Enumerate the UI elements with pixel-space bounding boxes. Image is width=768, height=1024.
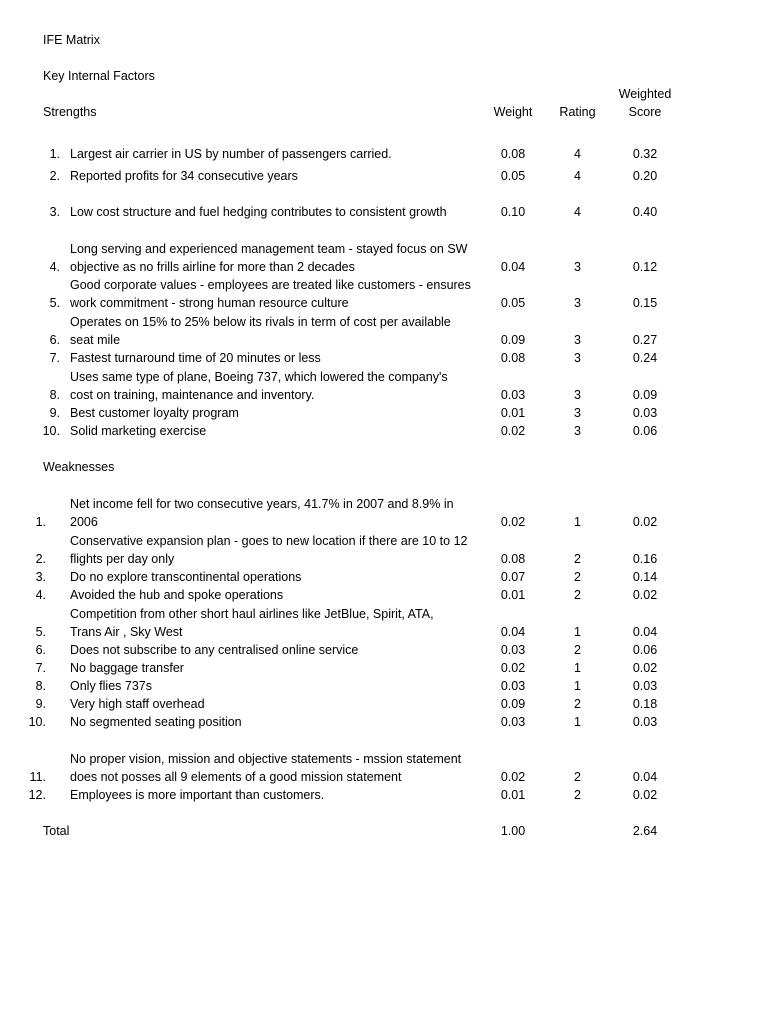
weakness-score: 0.03 xyxy=(632,679,658,693)
weakness-number: 6. xyxy=(35,643,46,657)
weakness-rating: 1 xyxy=(574,661,581,675)
weakness-factor-text: No segmented seating position xyxy=(70,715,242,729)
weakness-score: 0.02 xyxy=(632,788,658,802)
weakness-factor-text: Does not subscribe to any centralised online service xyxy=(70,643,359,657)
strength-score: 0.27 xyxy=(632,333,658,347)
strength-factor-text: work commitment - strong human resource culture xyxy=(70,296,349,310)
weakness-factor-text: Competition from other short haul airlines like JetBlue, Spirit, ATA, xyxy=(70,607,434,621)
weakness-weight: 0.03 xyxy=(500,679,526,693)
weakness-score: 0.16 xyxy=(632,552,658,566)
weakness-number: 2. xyxy=(35,552,46,566)
strength-score: 0.32 xyxy=(632,147,658,161)
strength-score: 0.15 xyxy=(632,296,658,310)
strength-number: 7. xyxy=(49,351,60,365)
column-header-weight: Weight xyxy=(493,105,533,119)
weakness-factor-text: Trans Air , Sky West xyxy=(70,625,183,639)
strength-number: 5. xyxy=(49,296,60,310)
weakness-rating: 1 xyxy=(574,625,581,639)
strength-weight: 0.05 xyxy=(500,169,526,183)
weakness-score: 0.02 xyxy=(632,661,658,675)
weakness-number: 9. xyxy=(35,697,46,711)
weakness-number: 3. xyxy=(35,570,46,584)
weakness-rating: 2 xyxy=(574,552,581,566)
weakness-weight: 0.03 xyxy=(500,643,526,657)
strength-rating: 3 xyxy=(574,260,581,274)
strength-factor-text: Best customer loyalty program xyxy=(70,406,239,420)
strength-score: 0.06 xyxy=(632,424,658,438)
weakness-factor-text: Very high staff overhead xyxy=(70,697,205,711)
weakness-weight: 0.07 xyxy=(500,570,526,584)
total-score: 2.64 xyxy=(632,824,658,838)
strength-score: 0.09 xyxy=(632,388,658,402)
strength-rating: 4 xyxy=(574,169,581,183)
strength-number: 10. xyxy=(42,424,60,438)
weakness-number: 8. xyxy=(35,679,46,693)
strength-factor-text: Good corporate values - employees are treated like customers - ensures xyxy=(70,278,471,292)
weakness-factor-text: Only flies 737s xyxy=(70,679,152,693)
strength-rating: 3 xyxy=(574,388,581,402)
strength-weight: 0.01 xyxy=(500,406,526,420)
weakness-weight: 0.08 xyxy=(500,552,526,566)
weakness-score: 0.18 xyxy=(632,697,658,711)
strength-weight: 0.02 xyxy=(500,424,526,438)
strength-factor-text: Uses same type of plane, Boeing 737, which lowered the company's xyxy=(70,370,448,384)
strength-weight: 0.09 xyxy=(500,333,526,347)
weakness-factor-text: Employees is more important than customers. xyxy=(70,788,325,802)
weakness-factor-text: does not posses all 9 elements of a good mission statement xyxy=(70,770,402,784)
weakness-weight: 0.02 xyxy=(500,770,526,784)
strength-factor-text: Long serving and experienced management team - stayed focus on SW xyxy=(70,242,468,256)
strength-score: 0.03 xyxy=(632,406,658,420)
weakness-rating: 2 xyxy=(574,643,581,657)
strength-weight: 0.03 xyxy=(500,388,526,402)
strength-number: 3. xyxy=(49,205,60,219)
weaknesses-heading: Weaknesses xyxy=(43,460,115,474)
strength-number: 4. xyxy=(49,260,60,274)
weakness-score: 0.03 xyxy=(632,715,658,729)
weakness-factor-text: 2006 xyxy=(70,515,98,529)
weakness-number: 4. xyxy=(35,588,46,602)
strength-weight: 0.04 xyxy=(500,260,526,274)
weakness-weight: 0.03 xyxy=(500,715,526,729)
weakness-number: 11. xyxy=(29,770,46,784)
weakness-number: 5. xyxy=(35,625,46,639)
strength-weight: 0.08 xyxy=(500,147,526,161)
weakness-factor-text: flights per day only xyxy=(70,552,175,566)
weakness-rating: 2 xyxy=(574,588,581,602)
strength-rating: 3 xyxy=(574,351,581,365)
strength-factor-text: Low cost structure and fuel hedging contributes to consistent growth xyxy=(70,205,447,219)
weakness-rating: 2 xyxy=(574,770,581,784)
strength-weight: 0.05 xyxy=(500,296,526,310)
weakness-weight: 0.04 xyxy=(500,625,526,639)
strength-factor-text: Operates on 15% to 25% below its rivals in term of cost per available xyxy=(70,315,451,329)
weakness-number: 10. xyxy=(28,715,46,729)
strength-factor-text: objective as no frills airline for more than 2 decades xyxy=(70,260,355,274)
strength-score: 0.40 xyxy=(632,205,658,219)
strength-score: 0.20 xyxy=(632,169,658,183)
weakness-weight: 0.01 xyxy=(500,588,526,602)
strength-score: 0.12 xyxy=(632,260,658,274)
column-header-weighted: Weighted xyxy=(618,87,672,101)
weakness-factor-text: Avoided the hub and spoke operations xyxy=(70,588,284,602)
strength-number: 6. xyxy=(49,333,60,347)
total-weight: 1.00 xyxy=(500,824,526,838)
strength-score: 0.24 xyxy=(632,351,658,365)
strength-rating: 4 xyxy=(574,147,581,161)
weakness-score: 0.14 xyxy=(632,570,658,584)
strength-rating: 3 xyxy=(574,406,581,420)
strength-rating: 4 xyxy=(574,205,581,219)
weakness-factor-text: No proper vision, mission and objective statements - mssion statement xyxy=(70,752,462,766)
weakness-rating: 2 xyxy=(574,788,581,802)
strength-weight: 0.10 xyxy=(500,205,526,219)
column-header-score: Score xyxy=(628,105,662,119)
total-label: Total xyxy=(43,824,70,838)
strength-rating: 3 xyxy=(574,424,581,438)
strength-factor-text: cost on training, maintenance and inventory. xyxy=(70,388,315,402)
weakness-score: 0.04 xyxy=(632,625,658,639)
weakness-weight: 0.09 xyxy=(500,697,526,711)
weakness-number: 7. xyxy=(35,661,46,675)
strengths-heading: Strengths xyxy=(43,105,97,119)
weakness-score: 0.02 xyxy=(632,515,658,529)
weakness-factor-text: Net income fell for two consecutive years, 41.7% in 2007 and 8.9% in xyxy=(70,497,454,511)
strength-factor-text: Reported profits for 34 consecutive years xyxy=(70,169,298,183)
weakness-score: 0.02 xyxy=(632,588,658,602)
strength-number: 1. xyxy=(49,147,60,161)
strength-rating: 3 xyxy=(574,296,581,310)
strength-factor-text: Solid marketing exercise xyxy=(70,424,207,438)
weakness-score: 0.04 xyxy=(632,770,658,784)
weakness-number: 1. xyxy=(35,515,46,529)
strength-number: 2. xyxy=(49,169,60,183)
strength-number: 9. xyxy=(49,406,60,420)
section-subtitle: Key Internal Factors xyxy=(43,69,155,83)
weakness-rating: 1 xyxy=(574,715,581,729)
weakness-factor-text: No baggage transfer xyxy=(70,661,184,675)
document-title: IFE Matrix xyxy=(43,33,100,47)
strength-factor-text: Fastest turnaround time of 20 minutes or less xyxy=(70,351,321,365)
weakness-rating: 2 xyxy=(574,570,581,584)
strength-number: 8. xyxy=(49,388,60,402)
column-header-rating: Rating xyxy=(559,105,596,119)
weakness-factor-text: Do no explore transcontinental operations xyxy=(70,570,302,584)
strength-weight: 0.08 xyxy=(500,351,526,365)
weakness-weight: 0.01 xyxy=(500,788,526,802)
strength-factor-text: Largest air carrier in US by number of passengers carried. xyxy=(70,147,392,161)
strength-factor-text: seat mile xyxy=(70,333,121,347)
weakness-weight: 0.02 xyxy=(500,661,526,675)
weakness-score: 0.06 xyxy=(632,643,658,657)
strength-rating: 3 xyxy=(574,333,581,347)
weakness-rating: 1 xyxy=(574,679,581,693)
weakness-factor-text: Conservative expansion plan - goes to new location if there are 10 to 12 xyxy=(70,534,468,548)
weakness-weight: 0.02 xyxy=(500,515,526,529)
weakness-rating: 1 xyxy=(574,515,581,529)
weakness-rating: 2 xyxy=(574,697,581,711)
weakness-number: 12. xyxy=(28,788,46,802)
